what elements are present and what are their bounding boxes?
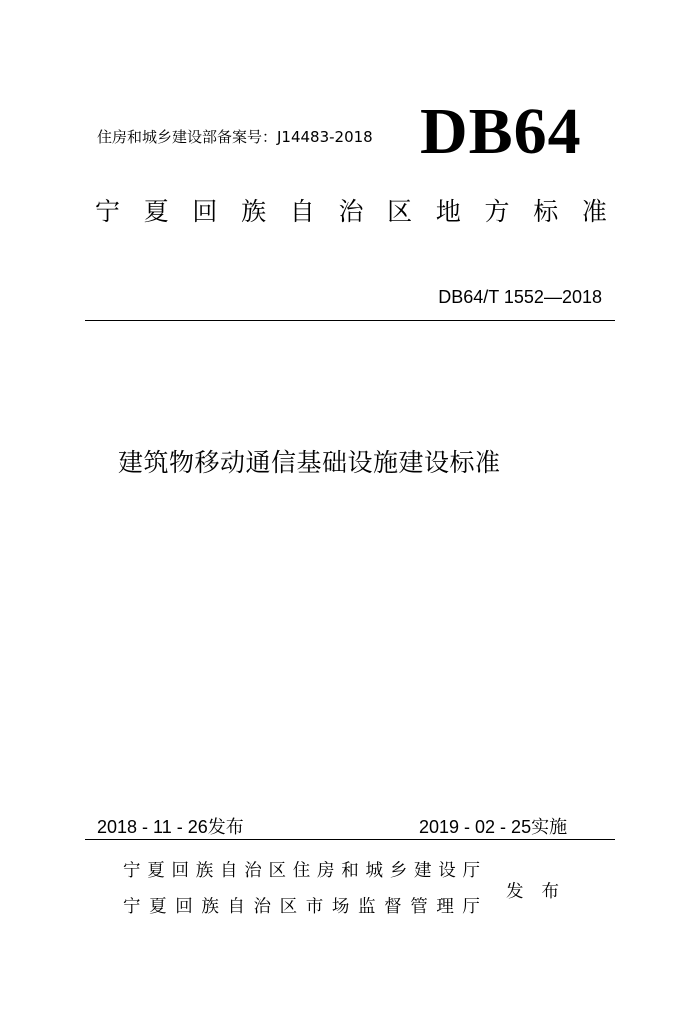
authority-char: 自	[220, 861, 238, 881]
heading-char: 自	[289, 197, 315, 226]
authority-char: 族	[201, 897, 219, 917]
issuing-authority-housing	[123, 857, 480, 882]
authority-char: 房	[317, 861, 335, 881]
authority-char: 回	[171, 861, 189, 881]
heading-char: 方	[484, 197, 510, 226]
heading-char: 标	[533, 197, 559, 226]
publish-char: 布	[541, 882, 559, 902]
authority-char: 设	[438, 861, 456, 881]
authority-char: 宁	[123, 861, 141, 881]
publish-char: 发	[506, 882, 524, 902]
authority-char: 治	[253, 897, 272, 917]
heading-char: 区	[387, 197, 413, 226]
authority-char: 宁	[123, 897, 141, 917]
authority-char: 区	[268, 861, 286, 881]
filing-number: 住房和城乡建设部备案号：J14483-2018	[97, 128, 373, 146]
standard-code-logo: DB64	[420, 95, 582, 168]
authority-char: 厅	[462, 861, 480, 881]
heading-char: 回	[192, 197, 218, 226]
authority-char: 自	[227, 897, 245, 917]
heading-char: 地	[435, 197, 461, 226]
standard-type-heading	[95, 195, 607, 229]
issue-date: 2018 - 11 - 26发布	[97, 817, 244, 837]
authority-char: 理	[436, 897, 454, 917]
authority-char: 监	[357, 897, 376, 917]
bottom-divider	[85, 839, 615, 840]
heading-char: 宁	[95, 197, 121, 226]
authority-char: 建	[414, 861, 432, 881]
authority-char: 场	[331, 897, 350, 917]
authority-char: 夏	[147, 861, 165, 881]
issuing-authority-market	[123, 893, 480, 918]
authority-char: 夏	[149, 897, 167, 917]
authority-char: 督	[384, 897, 402, 917]
document-title: 建筑物移动通信基础设施建设标准	[118, 448, 501, 477]
authority-char: 回	[175, 897, 193, 917]
top-divider	[85, 320, 615, 321]
authority-char: 厅	[462, 897, 480, 917]
heading-char: 夏	[143, 197, 169, 226]
authority-char: 市	[305, 897, 324, 917]
heading-char: 治	[338, 197, 364, 226]
authority-char: 乡	[389, 861, 408, 881]
implementation-date: 2019 - 02 - 25实施	[419, 817, 568, 837]
heading-char: 族	[241, 197, 267, 226]
authority-char: 城	[365, 861, 383, 881]
standard-number: DB64/T 1552—2018	[438, 287, 602, 307]
publish-label	[506, 878, 559, 903]
authority-char: 治	[244, 861, 262, 881]
authority-char: 管	[410, 897, 428, 917]
authority-char: 族	[195, 861, 214, 881]
authority-char: 和	[341, 861, 359, 881]
authority-char: 区	[279, 897, 298, 917]
authority-char: 住	[292, 861, 311, 881]
heading-char: 准	[581, 197, 607, 226]
